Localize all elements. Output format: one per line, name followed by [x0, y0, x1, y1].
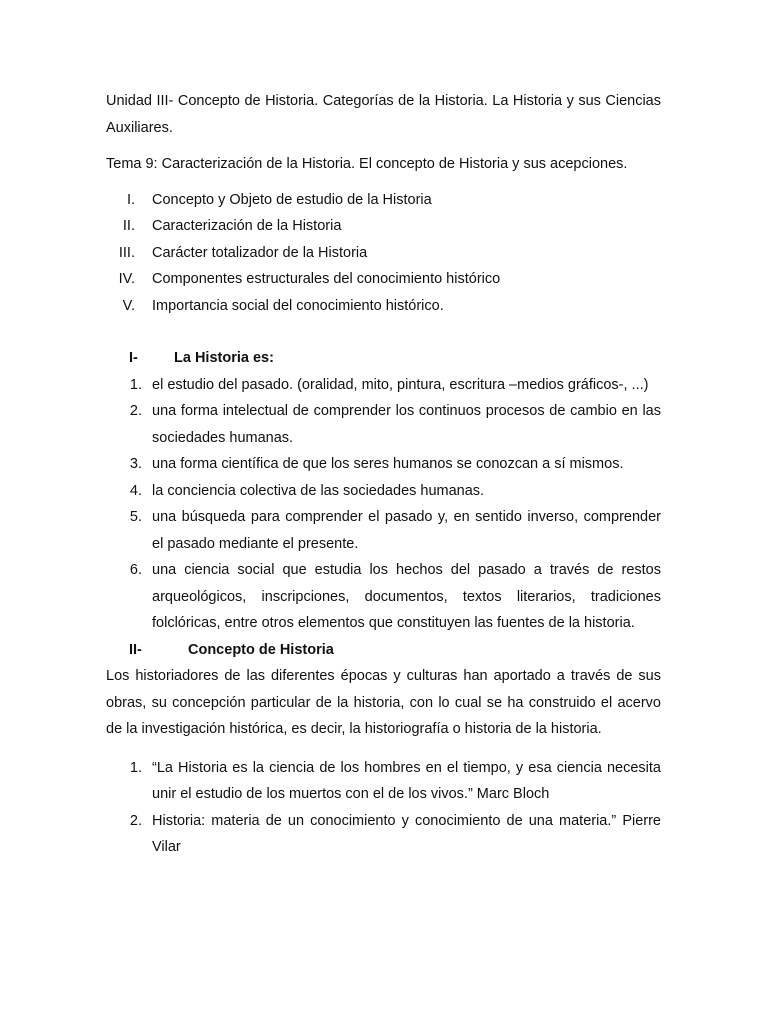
- outline-text: Importancia social del conocimiento histórico.: [152, 297, 444, 314]
- item-text: el estudio del pasado. (oralidad, mito, pintura, escritura –medios gráficos-, ...): [152, 376, 649, 393]
- item-number: 1.: [129, 376, 142, 393]
- section-label: II-: [129, 641, 142, 658]
- outline-text: Carácter totalizador de la Historia: [152, 244, 368, 261]
- list-item: [106, 557, 661, 637]
- outline-number: II.: [122, 218, 135, 234]
- list-item: [106, 398, 661, 451]
- outline-number: III.: [118, 244, 135, 261]
- outline-number: V.: [122, 297, 135, 314]
- item-text: una ciencia social que estudia los hechos del pasado a través de restos arqueológicos, inscripciones, documentos, textos literarios, tradiciones folclóricas, entre otros elementos que constituyen las fuentes de la historia.: [152, 562, 661, 631]
- list-item: [106, 755, 661, 808]
- unit-title: Unidad III- Concepto de Historia. Categorías de la Historia. La Historia y sus Ciencias Auxiliares.: [106, 93, 661, 136]
- item-text: una forma intelectual de comprender los continuos procesos de cambio en las sociedades humanas.: [152, 403, 661, 446]
- item-text: una búsqueda para comprender el pasado y, en sentido inverso, comprender el pasado mediante el presente.: [152, 509, 661, 552]
- list-item: [106, 504, 661, 557]
- outline-text: Concepto y Objeto de estudio de la Historia: [152, 191, 432, 208]
- item-text: una forma científica de que los seres humanos se conozcan a sí mismos.: [152, 456, 624, 472]
- list-item: [106, 451, 661, 478]
- outline-number: IV.: [118, 271, 135, 287]
- section-label: I-: [129, 350, 138, 366]
- outline-item: [106, 240, 661, 267]
- item-number: 6.: [129, 562, 142, 578]
- section-heading-text: La Historia es:: [174, 350, 274, 366]
- outline-number: I.: [126, 191, 135, 208]
- document-page: [106, 88, 661, 861]
- definition-list: [106, 372, 661, 637]
- section-heading-text: Concepto de Historia: [188, 641, 334, 658]
- item-number: 1.: [129, 759, 142, 776]
- item-number: 2.: [129, 403, 142, 419]
- item-number: 5.: [129, 509, 142, 525]
- list-item: [106, 372, 661, 399]
- outline-item: [106, 266, 661, 293]
- list-item: [106, 808, 661, 861]
- outline-item: [106, 187, 661, 214]
- outline-item: [106, 213, 661, 240]
- item-number: 4.: [129, 482, 142, 499]
- quote-text: Historia: materia de un conocimiento y conocimiento de una materia.” Pierre Vilar: [152, 812, 661, 855]
- quote-text: “La Historia es la ciencia de los hombres en el tiempo, y esa ciencia necesita unir el estudio de los muertos con el de los vivos.” Marc Bloch: [152, 759, 661, 802]
- section-heading-1: [106, 345, 661, 372]
- section-heading-2: [106, 637, 661, 664]
- item-number: 2.: [129, 812, 142, 829]
- quote-list: [106, 755, 661, 861]
- outline-text: Componentes estructurales del conocimiento histórico: [152, 271, 501, 287]
- item-text: la conciencia colectiva de las sociedades humanas.: [152, 482, 485, 499]
- section-paragraph: Los historiadores de las diferentes épocas y culturas han aportado a través de sus obras, su concepción particular de la historia, con lo cual se ha construido el acervo de la investigación histórica, es decir, la historiografía o historia de la historia.: [106, 668, 661, 737]
- outline-list: [106, 187, 661, 320]
- list-item: [106, 478, 661, 505]
- outline-item: [106, 293, 661, 320]
- outline-text: Caracterización de la Historia: [152, 218, 342, 234]
- item-number: 3.: [129, 456, 142, 472]
- topic-title: Tema 9: Caracterización de la Historia. El concepto de Historia y sus acepciones.: [106, 156, 628, 172]
